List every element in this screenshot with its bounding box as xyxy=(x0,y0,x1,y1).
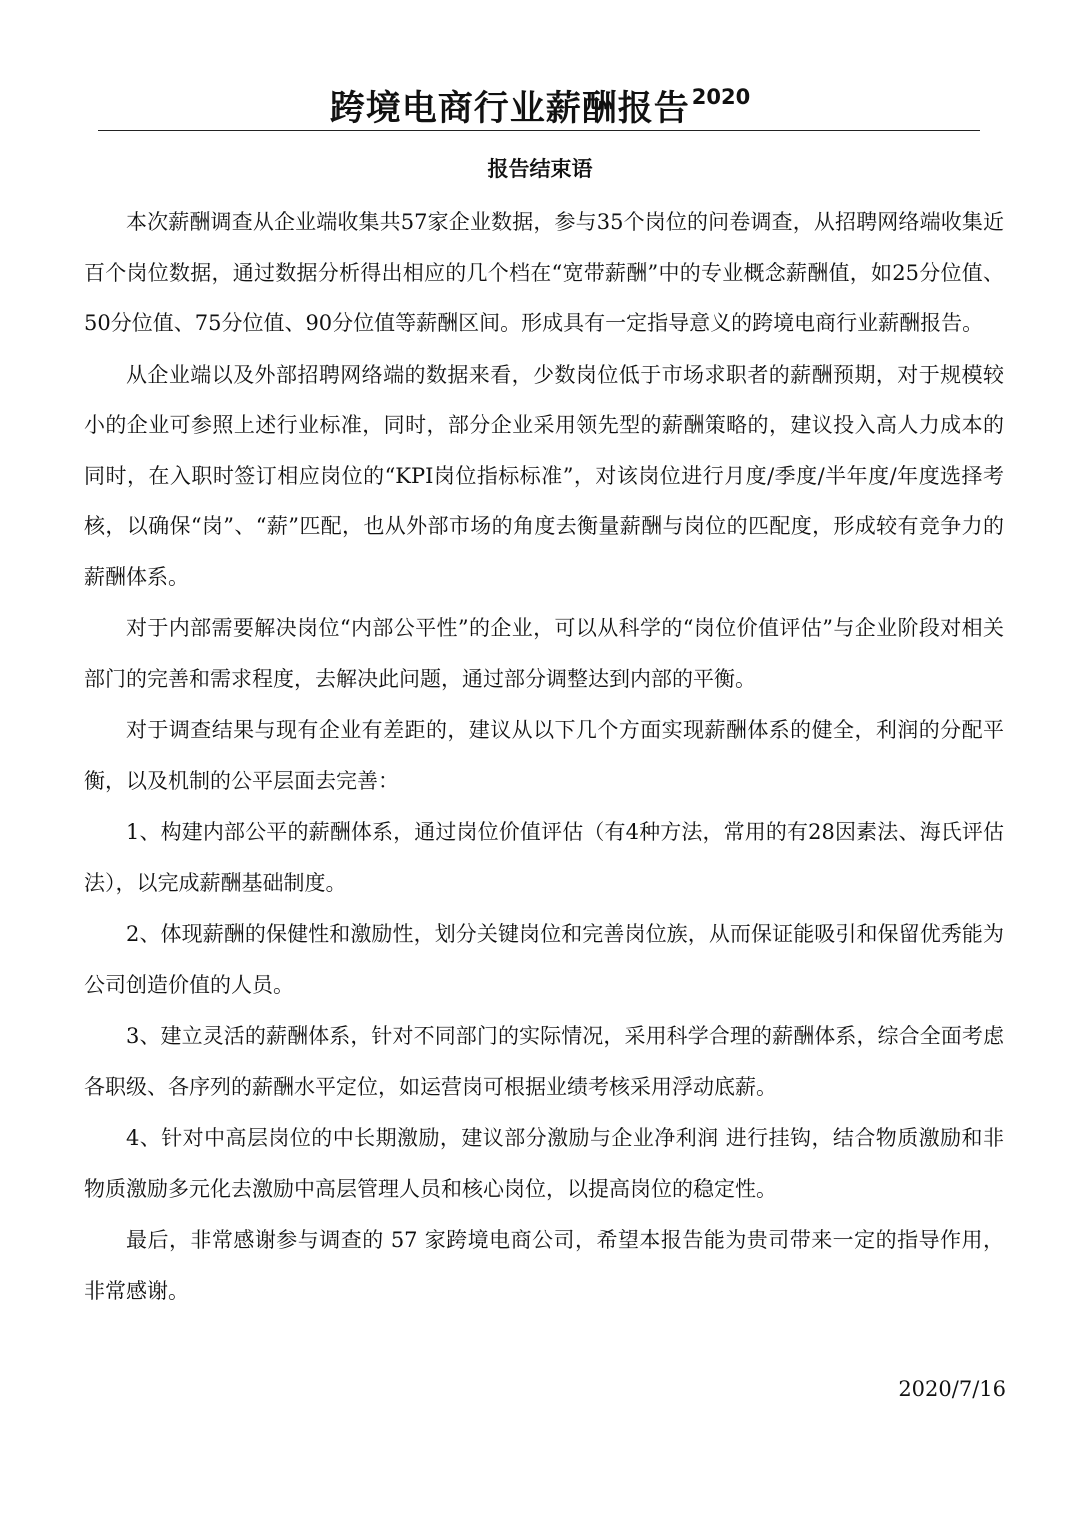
paragraph-recommendation-2: 2、体现薪酬的保健性和激励性，划分关键岗位和完善岗位族，从而保证能吸引和保留优秀能为公司创造价值的人员。 xyxy=(84,922,1004,997)
paragraph-analysis: 从企业端以及外部招聘网络端的数据来看，少数岗位低于市场求职者的薪酬预期，对于规模较小的企业可参照上述行业标准，同时，部分企业采用领先型的薪酬策略的，建议投入高人力成本的同时，在入职时签订相应岗位的“KPI岗位指标标准”，对该岗位进行月度/季度/半年度/年度选择考核，以确保“岗”、“薪”匹配，也从外部市场的角度去衡量薪酬与岗位的匹配度，形成较有竞争力的薪酬体系。 xyxy=(84,362,1004,589)
paragraph-closing: 最后，非常感谢参与调查的 57 家跨境电商公司，希望本报告能为贵司带来一定的指导作用，非常感谢。 xyxy=(84,1228,1004,1303)
report-date: 2020/7/16 xyxy=(898,1377,1006,1401)
paragraph-recommendation-1: 1、构建内部公平的薪酬体系，通过岗位价值评估（有4种方法，常用的有28因素法、海氏评估法），以完成薪酬基础制度。 xyxy=(84,820,1004,895)
report-title-year: 2020 xyxy=(691,85,751,109)
paragraph-recommendation-4: 4、针对中高层岗位的中长期激励，建议部分激励与企业净利润 进行挂钩，结合物质激励和非物质激励多元化去激励中高层管理人员和核心岗位，以提高岗位的稳定性。 xyxy=(84,1126,1004,1201)
document-body xyxy=(84,197,1004,1317)
paragraph-intro: 本次薪酬调查从企业端收集共57家企业数据，参与35个岗位的问卷调查，从招聘网络端收集近百个岗位数据，通过数据分析得出相应的几个档在“宽带薪酬”中的专业概念薪酬值，如25分位值、50分位值、75分位值、90分位值等薪酬区间。形成具有一定指导意义的跨境电商行业薪酬报告。 xyxy=(84,210,1004,335)
report-title xyxy=(0,72,1080,134)
report-title-text: 跨境电商行业薪酬报告 xyxy=(329,89,690,129)
paragraph-recommendation-3: 3、建立灵活的薪酬体系，针对不同部门的实际情况，采用科学合理的薪酬体系，综合全面考虑各职级、各序列的薪酬水平定位，如运营岗可根据业绩考核采用浮动底薪。 xyxy=(84,1024,1004,1099)
header-divider xyxy=(98,130,980,131)
paragraph-recommendations-intro: 对于调查结果与现有企业有差距的，建议从以下几个方面实现薪酬体系的健全，利润的分配平衡，以及机制的公平层面去完善： xyxy=(84,718,1004,793)
paragraph-internal-fairness: 对于内部需要解决岗位“内部公平性”的企业，可以从科学的“岗位价值评估”与企业阶段对相关部门的完善和需求程度，去解决此问题，通过部分调整达到内部的平衡。 xyxy=(84,616,1004,691)
section-heading: 报告结束语 xyxy=(487,157,593,181)
